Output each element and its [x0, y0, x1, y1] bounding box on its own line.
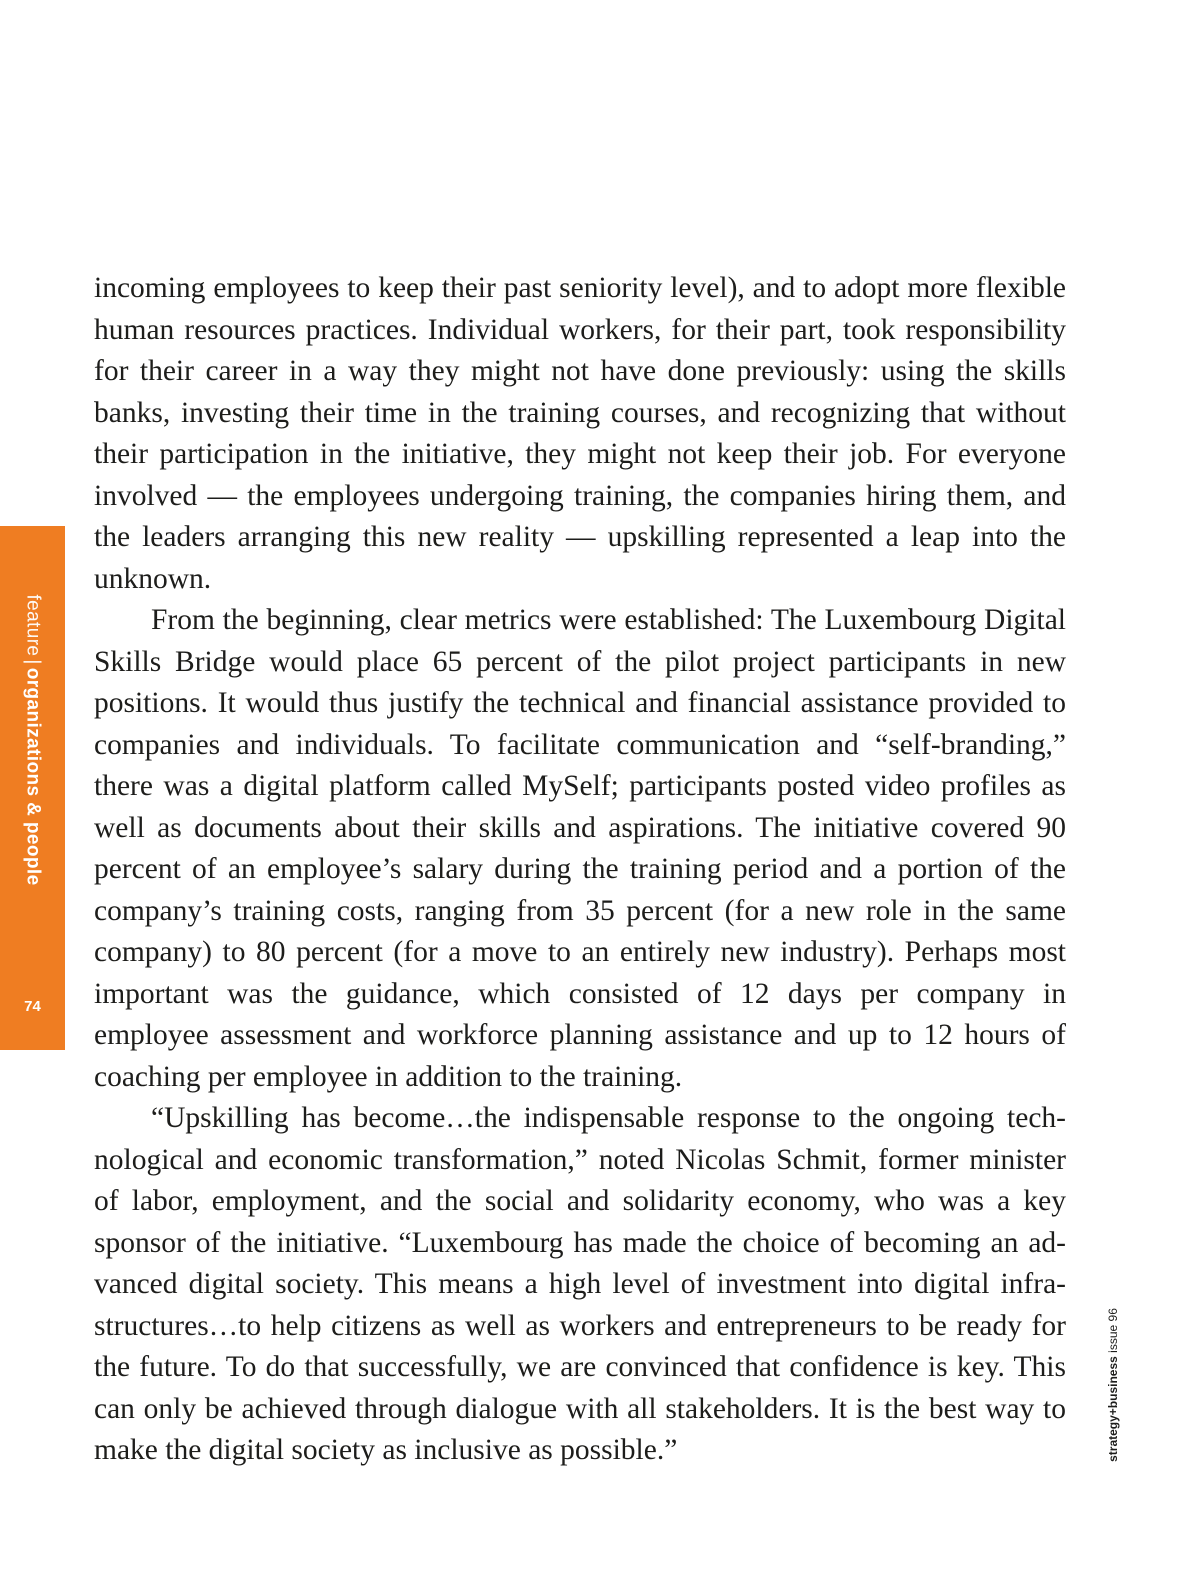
- article-body: [94, 268, 1066, 1472]
- paragraph-1: incoming employees to keep their past seniority level), and to adopt more flexible human resources practices. Individual workers, for their part, took responsibility for their career in a way they might not have done previously: using the skills banks, investing their time in the training courses, and recognizing that without their participation in the initiative, they might not keep their job. For everyone involved — the employees undergoing training, the companies hiring them, and the leaders arranging this new reality — upskilling represented a leap into the unknown.: [94, 272, 1066, 595]
- page-number: 74: [24, 998, 41, 1015]
- paragraph-3: “Upskilling has become…the indispensable response to the ongoing technological and economic transformation,” noted Nicolas Schmit, former minister of labor, employment, and the social and solidarity economy, who was a key sponsor of the initiative. “Luxembourg has made the choice of becoming an advanced digital society. This means a high level of investment into digital infrastructures…to help citizens as well as workers and entrepreneurs to be ready for the future. To do that successfully, we are convinced that confidence is key. This can only be achieved through dialogue with all stakeholders. It is the best way to make the digital society as inclusive as possible.”: [94, 1102, 1066, 1466]
- section-topic: organizations & people: [22, 667, 44, 886]
- issue-number: issue 96: [1106, 1308, 1120, 1353]
- section-name: feature: [22, 594, 44, 657]
- publication-footer: [1107, 1308, 1119, 1462]
- section-separator: |: [22, 659, 44, 665]
- publication-name: strategy+business: [1106, 1356, 1120, 1462]
- paragraph-2: From the beginning, clear metrics were established: The Luxembourg Digital Skills Bridge would place 65 percent of the pilot project participants in new positions. It would thus justify the technical and financial assistance provided to companies and individuals. To facilitate communication and “self-branding,” there was a digital platform called MySelf; participants posted video profiles as well as documents about their skills and aspirations. The initiative covered 90 percent of an employee’s salary during the training period and a portion of the company’s training costs, ranging from 35 percent (for a new role in the same company) to 80 percent (for a move to an entirely new industry). Perhaps most important was the guidance, which consisted of 12 days per company in employee assessment and workforce planning assistance and up to 12 hours of coaching per employee in addition to the training.: [94, 604, 1066, 1093]
- section-label: [24, 594, 43, 885]
